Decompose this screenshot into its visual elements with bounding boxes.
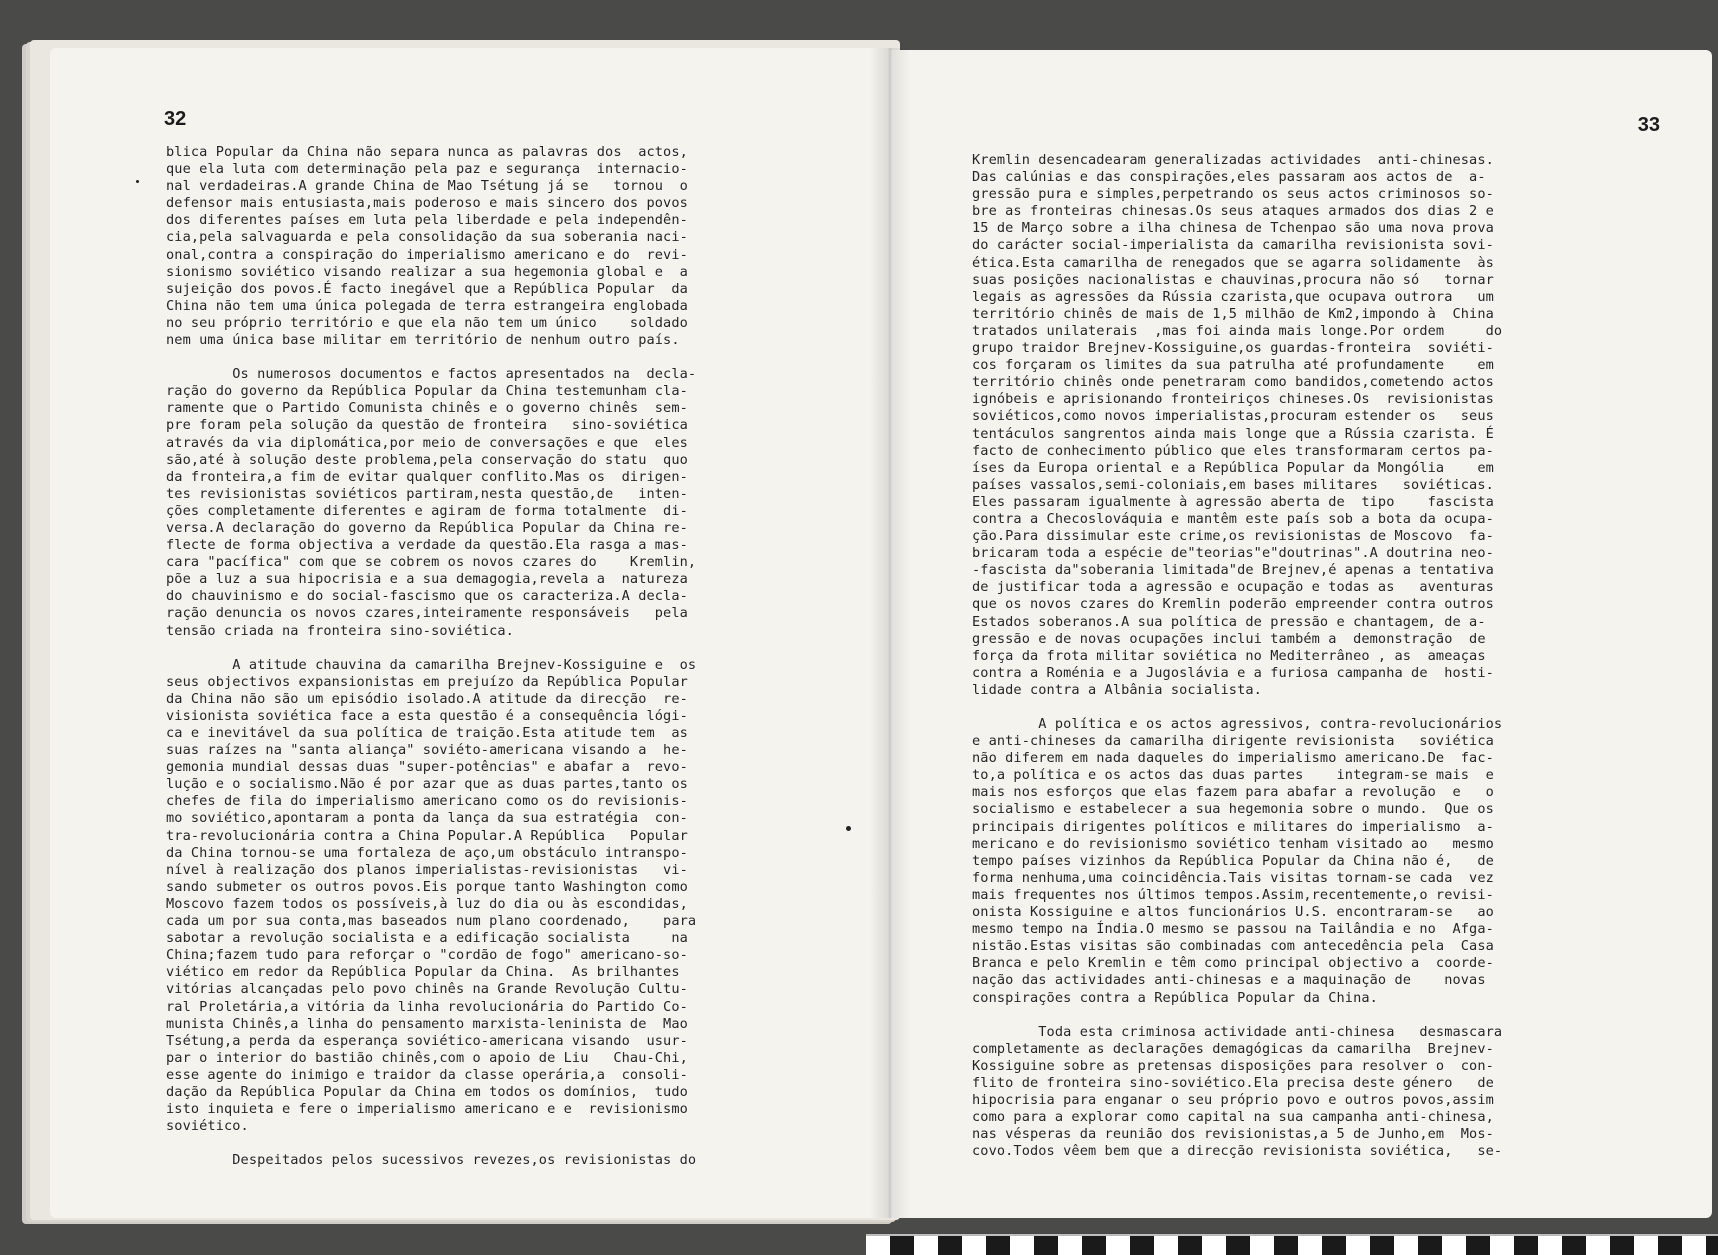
paragraph	[166, 366, 850, 640]
paragraph	[972, 1024, 1652, 1161]
text-line: nem uma única base militar em território de nenhum outro país.	[166, 332, 680, 349]
text-line: -fascista da"soberania limitada"de Brejnev,é apenas a tentativa	[972, 562, 1494, 579]
text-line: da China tornou-se uma fortaleza de aço,um obstáculo intranspo-	[166, 844, 688, 861]
text-line: ral Proletária,a vitória da linha revolucionária do Partido Co-	[166, 998, 688, 1015]
page-number: 33	[1637, 114, 1660, 136]
page-body-text	[972, 152, 1652, 1160]
text-line: ramente que o Partido Comunista chinês e o governo chinês sem-	[166, 400, 688, 417]
text-line: par o interior do bastião chinês,com o apoio de Liu Chau-Chi,	[166, 1049, 688, 1066]
text-line: cia,pela salvaguarda e pela consolidação da sua soberania naci-	[166, 229, 688, 246]
text-line: Branca e pelo Kremlin e têm como principal objectivo a coorde-	[972, 955, 1494, 972]
text-line: Kremlin desencadearam generalizadas actividades anti-chinesas.	[972, 152, 1494, 168]
text-line: tempo países vizinhos da República Popular da China não é, de	[972, 852, 1494, 869]
text-line: 15 de Março sobre a ilha chinesa de Tchenpao são uma nova prova	[972, 220, 1494, 237]
text-line: forma nenhuma,uma coincidência.Tais visitas tornam-se cada vez	[972, 869, 1494, 886]
text-line: socialismo e estabelecer a sua hegemonia sobre o mundo. Que os	[972, 801, 1494, 818]
text-line: mais frequentes nos últimos tempos.Assim,recentemente,o revisi-	[972, 886, 1494, 903]
text-line: cos forçaram os limites da sua patrulha até profundamente em	[972, 357, 1494, 374]
text-line: legais as agressões da Rússia czarista,que ocupava outrora um	[972, 288, 1494, 305]
text-line: defensor mais entusiasta,mais poderoso e mais sincero dos povos	[166, 195, 688, 212]
text-line: contra a Roménia e a Jugoslávia e a furiosa campanha de hosti-	[972, 664, 1494, 681]
text-line: nistão.Estas visitas são combinadas com antecedência pela Casa	[972, 938, 1494, 955]
paragraph-gap	[166, 640, 850, 657]
paragraph	[166, 1152, 850, 1169]
paragraph	[166, 657, 850, 1136]
text-line: gressão e de novas ocupações inclui também a demonstração de	[972, 630, 1486, 647]
text-line: suas raízes na "santa aliança" soviéto-americana visando a he-	[166, 742, 688, 759]
text-line: põe a luz a sua hipocrisia e a sua demagogia,revela a natureza	[166, 571, 688, 588]
text-line: contra a Checoslováquia e mantêm este país sob a bota da ocupa-	[972, 510, 1494, 527]
text-line: hipocrisia para enganar o seu próprio povo e outros povos,assim	[972, 1091, 1494, 1108]
paragraph-gap	[972, 699, 1652, 716]
paragraph-gap	[972, 1007, 1652, 1024]
text-line: conspirações contra a República Popular da China.	[972, 989, 1378, 1006]
text-line: território chinês onde penetraram como bandidos,cometendo actos	[972, 374, 1494, 391]
text-line: tes revisionistas soviéticos partiram,nesta questão,de inten-	[166, 485, 688, 502]
text-line: Estados soberanos.A sua política de pressão e chantagem, de a-	[972, 613, 1486, 630]
text-line: ção.Para dissimular este crime,os revisionistas de Moscovo fa-	[972, 528, 1494, 545]
text-line: gressão pura e simples,perpetrando os seus actos criminosos so-	[972, 186, 1494, 203]
text-line: principais dirigentes políticos e militares do imperialismo a-	[972, 818, 1494, 835]
text-line: bre as fronteiras chinesas.Os seus ataques armados dos dias 2 e	[972, 203, 1494, 220]
book-gutter	[870, 48, 910, 1218]
text-line: dação da República Popular da China em todos os domínios, tudo	[166, 1083, 688, 1100]
text-line: completamente as declarações demagógicas da camarilha Brejnev-	[972, 1040, 1494, 1057]
text-line: tentáculos sangrentos ainda mais longe que a Rússia czarista. É	[972, 425, 1494, 442]
text-line: tensão criada na fronteira sino-soviética.	[166, 622, 514, 639]
text-line: e anti-chineses da camarilha dirigente revisionista soviética	[972, 733, 1494, 750]
text-line: do carácter social-imperialista da camarilha revisionista sovi-	[972, 237, 1494, 254]
text-line: blica Popular da China não separa nunca as palavras dos actos,	[166, 144, 688, 160]
text-line: nas vésperas da reunião dos revisionistas,a 5 de Junho,em Mos-	[972, 1126, 1494, 1143]
text-line: sabotar a revolução socialista e a edificação socialista na	[166, 930, 688, 947]
text-line: não diferem em nada daqueles do imperialismo americano.De fac-	[972, 750, 1494, 767]
text-line: mesmo tempo na Índia.O mesmo se passou na Tailândia e no Afga-	[972, 921, 1494, 938]
page-number: 32	[164, 108, 187, 130]
text-line: países vassalos,semi-coloniais,em bases militares soviéticas.	[972, 476, 1494, 493]
text-line: Os numerosos documentos e factos apresentados na decla-	[166, 366, 697, 383]
right-page	[890, 50, 1712, 1218]
paragraph	[972, 152, 1652, 699]
paragraph-gap	[166, 1135, 850, 1152]
text-line: facto de conhecimento público que eles transformaram certos pa-	[972, 442, 1494, 459]
text-line: da China não são um episódio isolado.A atitude da direcção re-	[166, 690, 688, 707]
text-line: ignóbeis e aprisionando fronteiriços chineses.Os revisionistas	[972, 391, 1494, 408]
text-line: pre foram pela solução da questão de fronteira sino-soviética	[166, 417, 688, 434]
paragraph	[972, 716, 1652, 1007]
text-line: como para a explorar como capital na sua campanha anti-chinesa,	[972, 1109, 1494, 1126]
text-line: sionismo soviético visando realizar a sua hegemonia global e a	[166, 263, 688, 280]
text-line: covo.Todos vêem bem que a direcção revisionista soviética, se-	[972, 1143, 1503, 1160]
text-line: soviéticos,como novos imperialistas,procuram estender os seus	[972, 408, 1494, 425]
text-line: versa.A declaração do governo da República Popular da China re-	[166, 519, 688, 536]
text-line: chefes de fila do imperialismo americano como os do revisionis-	[166, 793, 688, 810]
text-line: flito de fronteira sino-soviético.Ela precisa deste género de	[972, 1074, 1494, 1091]
text-line: Despeitados pelos sucessivos revezes,os revisionistas do	[166, 1152, 697, 1169]
text-line: nação das actividades anti-chinesas e a maquinação de novas	[972, 972, 1486, 989]
text-line: mericano e do revisionismo soviético tenham visitado ao mesmo	[972, 835, 1494, 852]
text-line: A política e os actos agressivos, contra-revolucionários	[972, 716, 1503, 732]
text-line: que os novos czares do Kremlin poderão empreender contra outros	[972, 596, 1494, 613]
text-line: suas posições nacionalistas e chauvinas,procura não só tornar	[972, 271, 1494, 288]
ink-speck	[136, 180, 139, 183]
text-line: isto inquieta e fere o imperialismo americano e e revisionismo	[166, 1101, 688, 1118]
text-line: nal verdadeiras.A grande China de Mao Tsétung já se tornou o	[166, 178, 688, 195]
text-line: cada um por sua conta,mas baseados num plano coordenado, para	[166, 913, 697, 930]
text-line: gemonia mundial dessas duas "super-potências" e abafar a revo-	[166, 759, 688, 776]
text-line: tra-revolucionária contra a China Popular.A República Popular	[166, 827, 688, 844]
text-line: flecte de forma objectiva a verdade da questão.Ela rasga a mas-	[166, 537, 688, 554]
text-line: território chinês de mais de 1,5 milhão de Km2,impondo à China	[972, 305, 1494, 322]
text-line: tratados unilaterais ,mas foi ainda mais longe.Por ordem do	[972, 322, 1503, 339]
text-line: Das calúnias e das conspirações,eles passaram aos actos de a-	[972, 169, 1486, 186]
text-line: lução e o socialismo.Não é por azar que as duas partes,tanto os	[166, 776, 688, 793]
text-line: viético em redor da República Popular da China. As brilhantes	[166, 964, 680, 981]
page-body-text	[166, 144, 850, 1169]
text-line: Kossiguine sobre as pretensas disposições para resolver o con-	[972, 1057, 1494, 1074]
text-line: munista Chinês,a linha do pensamento marxista-leninista de Mao	[166, 1015, 688, 1032]
text-line: cara "pacífica" com que se cobrem os novos czares do Kremlin,	[166, 554, 697, 571]
text-line: China;fazem tudo para reforçar o "cordão de fogo" americano-so-	[166, 947, 688, 964]
text-line: sujeição dos povos.É facto inegável que a República Popular da	[166, 280, 688, 297]
text-line: vitórias alcançadas pelo povo chinês na Grande Revolução Cultu-	[166, 981, 688, 998]
scale-bar	[866, 1234, 1718, 1255]
text-line: íses da Europa oriental e a República Popular da Mongólia em	[972, 459, 1494, 476]
text-line: lidade contra a Albânia socialista.	[972, 681, 1262, 698]
text-line: através da via diplomática,por meio de conversações e que eles	[166, 434, 688, 451]
paragraph-gap	[166, 349, 850, 366]
text-line: soviético.	[166, 1118, 249, 1135]
text-line: do chauvinismo e do social-fascismo que os caracteriza.A decla-	[166, 588, 688, 605]
text-line: ética.Esta camarilha de renegados que se agarra solidamente às	[972, 254, 1494, 271]
text-line: nível à realização dos planos imperialistas-revisionistas vi-	[166, 861, 688, 878]
text-line: ração denuncia os novos czares,inteiramente responsáveis pela	[166, 605, 688, 622]
text-line: ca e inevitável da sua política de traição.Esta atitude tem as	[166, 725, 688, 741]
text-line: onal,contra a conspiração do imperialismo americano e do revi-	[166, 246, 688, 263]
text-line: sando submeter os outros povos.Eis porque tanto Washington como	[166, 878, 688, 895]
text-line: de justificar toda a agressão e ocupação e todas as aventuras	[972, 579, 1494, 596]
text-line: Toda esta criminosa actividade anti-chinesa desmascara	[972, 1023, 1503, 1040]
text-line: da fronteira,a fim de evitar qualquer conflito.Mas os dirigen-	[166, 468, 688, 485]
text-line: esse agente do inimigo e traidor da classe operária,a consoli-	[166, 1066, 688, 1083]
paragraph	[166, 144, 850, 349]
text-line: visionista soviética face a esta questão é a consequência lógi-	[166, 707, 688, 724]
text-line: ração do governo da República Popular da China testemunham cla-	[166, 383, 688, 400]
text-line: seus objectivos expansionistas em prejuízo da República Popular	[166, 673, 688, 690]
text-line: ções completamente diferentes e agiram de forma totalmente di-	[166, 502, 688, 519]
text-line: mo soviético,apontaram a ponta da lança da sua estratégia con-	[166, 810, 688, 827]
text-line: no seu próprio território e que ela não tem um único soldado	[166, 314, 688, 331]
ink-speck	[846, 826, 851, 831]
text-line: A atitude chauvina da camarilha Brejnev-Kossiguine e os	[166, 656, 697, 673]
text-line: Eles passaram igualmente à agressão aberta de tipo fascista	[972, 493, 1494, 510]
text-line: bricaram toda a espécie de"teorias"e"doutrinas".A doutrina neo-	[972, 545, 1494, 562]
left-page	[50, 48, 890, 1218]
text-line: China não tem uma única polegada de terra estrangeira englobada	[166, 297, 688, 314]
text-line: to,a política e os actos das duas partes integram-se mais e	[972, 767, 1494, 784]
text-line: força da frota militar soviética no Mediterrâneo , as ameaças	[972, 647, 1486, 664]
text-line: mais nos esforços que elas fazem para abafar a revolução e o	[972, 784, 1494, 801]
text-line: são,até à solução deste problema,pela conservação do statu quo	[166, 451, 688, 468]
text-line: onista Kossiguine e altos funcionários U.S. encontraram-se ao	[972, 904, 1494, 921]
text-line: Moscovo fazem todos os possíveis,à luz do dia ou às escondidas,	[166, 895, 688, 912]
text-line: dos diferentes países em luta pela liberdade e pela independên-	[166, 212, 688, 229]
text-line: Tsétung,a perda da esperança soviético-americana visando usur-	[166, 1032, 688, 1049]
text-line: grupo traidor Brejnev-Kossiguine,os guardas-fronteira soviéti-	[972, 340, 1494, 357]
text-line: que ela luta com determinação pela paz e segurança internacio-	[166, 161, 688, 178]
